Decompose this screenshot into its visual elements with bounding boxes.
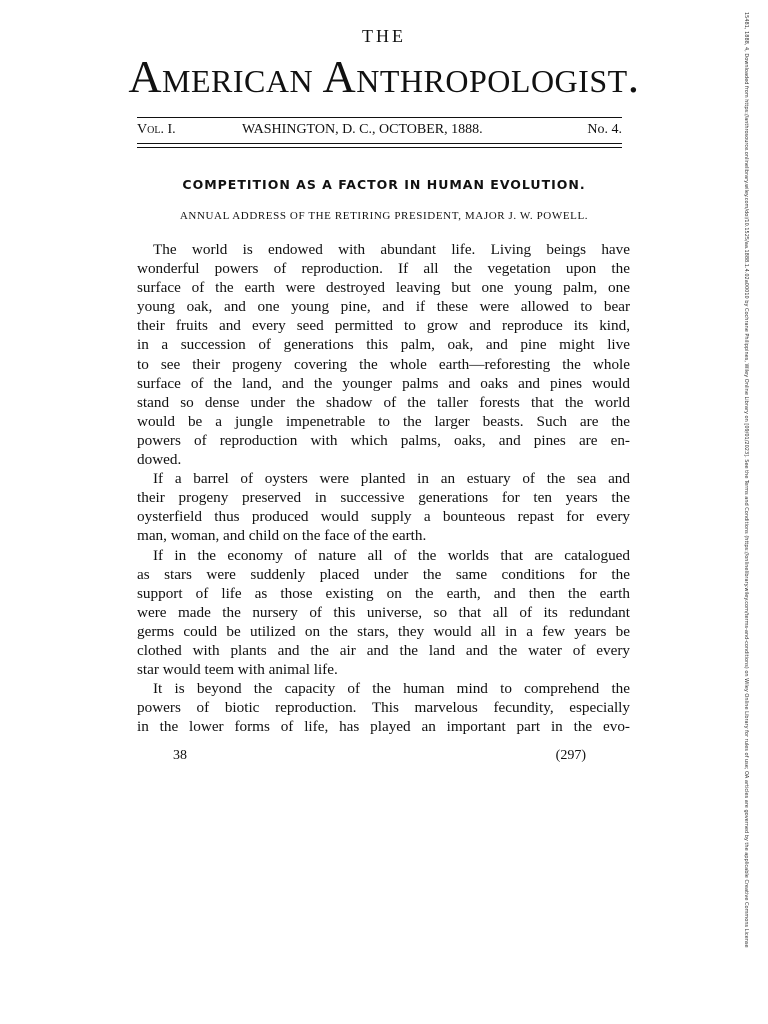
place-date: WASHINGTON, D. C., OCTOBER, 1888. — [242, 122, 483, 137]
body-line: It is beyond the capacity of the human mind to comprehend the — [153, 680, 630, 698]
masthead-the: THE — [362, 26, 406, 46]
body-line: star would teem with animal life. — [137, 661, 338, 679]
issue-rule-upper — [137, 143, 622, 144]
page-number: (297) — [555, 748, 586, 763]
body-line: oysterfield thus produced would supply a bounteous repast for every — [137, 508, 630, 526]
body-line: young oak, and one young pine, and if these were allowed to bear — [137, 298, 630, 316]
signature-mark: 38 — [173, 748, 187, 763]
body-line: If a barrel of oysters were planted in an estuary of the sea and — [153, 470, 630, 488]
body-line: in the lower forms of life, has played an important part in the evo- — [137, 718, 630, 736]
body-line: surface of the land, and the younger palms and oaks and pines would — [137, 374, 630, 392]
issue-rule-lower — [137, 147, 622, 148]
body-line: would be a jungle impenetrable to the larger beasts. Such are the — [137, 412, 630, 430]
body-line: dowed. — [137, 451, 182, 469]
body-line: their progeny preserved in successive generations for ten years the — [137, 489, 630, 507]
body-line: as stars were suddenly placed under the same conditions for the — [137, 565, 630, 583]
download-notice: 15481, 1888, 4, Downloaded from https://anthrosource.onlinelibrary.wiley.com/doi/10.1525/aa.1888.1.4.02a00010 by Cochrane Philippines, Wiley Online Library on [09/01/2023]. See the Terms and Conditions (https://onlinelibrary.wiley.com/terms-and-conditions) on Wiley Online Library for rules of use; OA articles are governed by the applicable Creative Commons License — [743, 12, 749, 948]
body-line: wonderful powers of reproduction. If all the vegetation upon the — [137, 260, 630, 278]
body-line: to see their progeny covering the whole earth—reforesting the whole — [137, 355, 630, 373]
body-line: powers of reproduction with which palms, oaks, and pines are en- — [137, 431, 630, 449]
body-line: stand so dense under the shadow of the taller forests that the world — [137, 393, 630, 411]
volume-label: Vol. I. — [137, 122, 176, 137]
body-line: support of life as those existing on the earth, and then the earth — [137, 584, 630, 602]
body-line: man, woman, and child on the face of the earth. — [137, 527, 427, 545]
body-line: powers of biotic reproduction. This marvelous fecundity, especially — [137, 699, 630, 717]
article-title: COMPETITION AS A FACTOR IN HUMAN EVOLUTION. — [182, 177, 586, 192]
article-subtitle: ANNUAL ADDRESS OF THE RETIRING PRESIDENT, MAJOR J. W. POWELL. — [179, 210, 589, 222]
issue-line — [137, 122, 622, 140]
body-line: surface of the earth were destroyed leaving but one young palm, one — [137, 279, 630, 297]
article-body — [137, 240, 630, 736]
body-line: their fruits and every seed permitted to grow and reproduce its kind, — [137, 317, 630, 335]
body-line: in a succession of generations this palm, oak, and pine might live — [137, 336, 630, 354]
body-line: If in the economy of nature all of the worlds that are catalogued — [153, 546, 630, 564]
body-line: clothed with plants and the air and the land and the water of every — [137, 641, 630, 659]
issue-number: No. 4. — [587, 122, 622, 137]
masthead-rule — [137, 117, 622, 118]
body-line: The world is endowed with abundant life. Living beings have — [153, 241, 630, 258]
body-line: were made the nursery of this universe, so that all of its redundant — [137, 603, 630, 621]
journal-title: American Anthropologist. — [128, 51, 640, 102]
body-line: germs could be utilized on the stars, they would all in a few years be — [137, 622, 630, 640]
page-footer — [137, 748, 630, 766]
